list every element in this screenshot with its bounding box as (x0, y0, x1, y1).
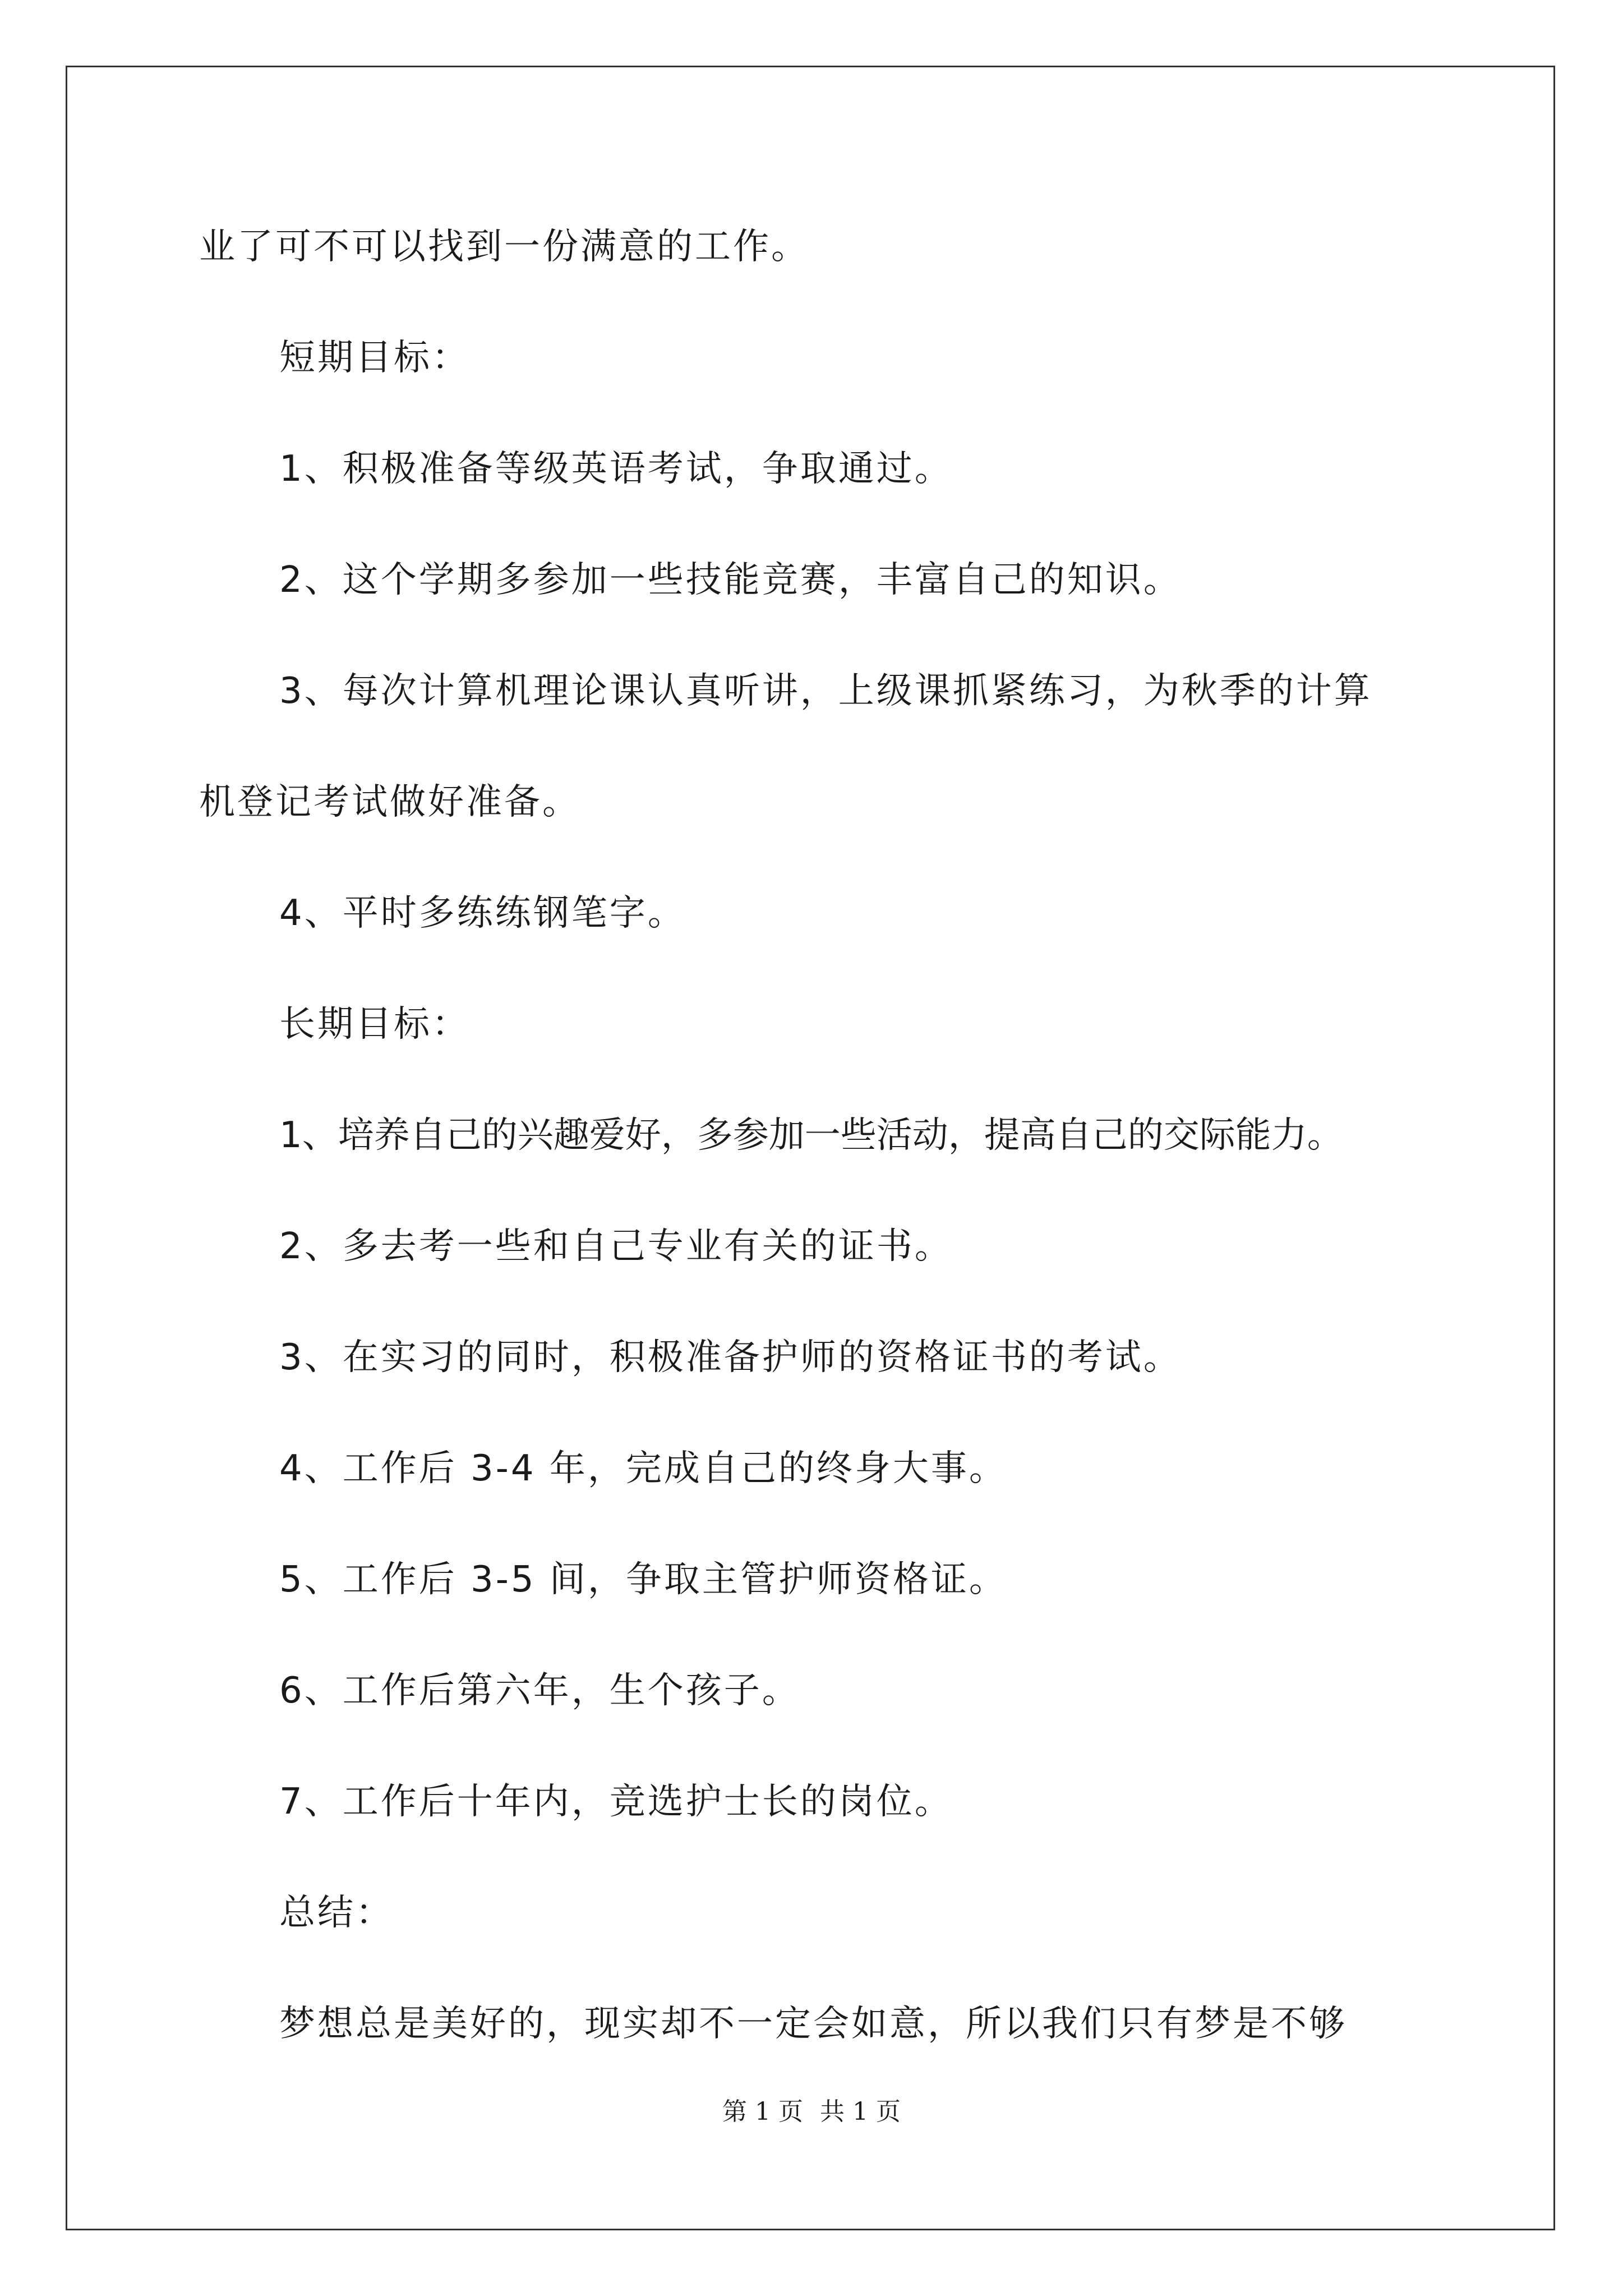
list-item: 2、这个学期多参加一些技能竞赛，丰富自己的知识。 (279, 559, 1182, 601)
paragraph-line: 梦想总是美好的，现实却不一定会如意，所以我们只有梦是不够 (279, 2003, 1347, 2045)
page-number: 第 1 页 (722, 2097, 803, 2126)
list-item: 3、在实习的同时，积极准备护师的资格证书的考试。 (279, 1337, 1182, 1378)
list-item: 1、积极准备等级英语考试，争取通过。 (279, 448, 953, 490)
list-item: 5、工作后 3-5 间，争取主管护师资格证。 (279, 1559, 1007, 1600)
paragraph-line: 业了可不可以找到一份满意的工作。 (199, 226, 809, 268)
section-heading-summary: 总结： (279, 1892, 394, 1934)
list-item: 6、工作后第六年，生个孩子。 (279, 1670, 800, 1711)
section-heading-short-term: 短期目标： (279, 337, 470, 379)
page-total: 共 1 页 (820, 2097, 901, 2126)
page-footer (0, 2095, 1623, 2129)
list-item: 7、工作后十年内，竞选护士长的岗位。 (279, 1781, 953, 1823)
list-item-continuation: 机登记考试做好准备。 (199, 781, 580, 823)
list-item: 1、培养自己的兴趣爱好，多参加一些活动，提高自己的交际能力。 (279, 1115, 1343, 1156)
list-item: 4、工作后 3-4 年，完成自己的终身大事。 (279, 1448, 1007, 1489)
list-item: 2、多去考一些和自己专业有关的证书。 (279, 1226, 953, 1267)
section-heading-long-term: 长期目标： (279, 1004, 470, 1045)
list-item: 3、每次计算机理论课认真听讲，上级课抓紧练习，为秋季的计算 (279, 670, 1372, 712)
list-item: 4、平时多练练钢笔字。 (279, 892, 686, 934)
